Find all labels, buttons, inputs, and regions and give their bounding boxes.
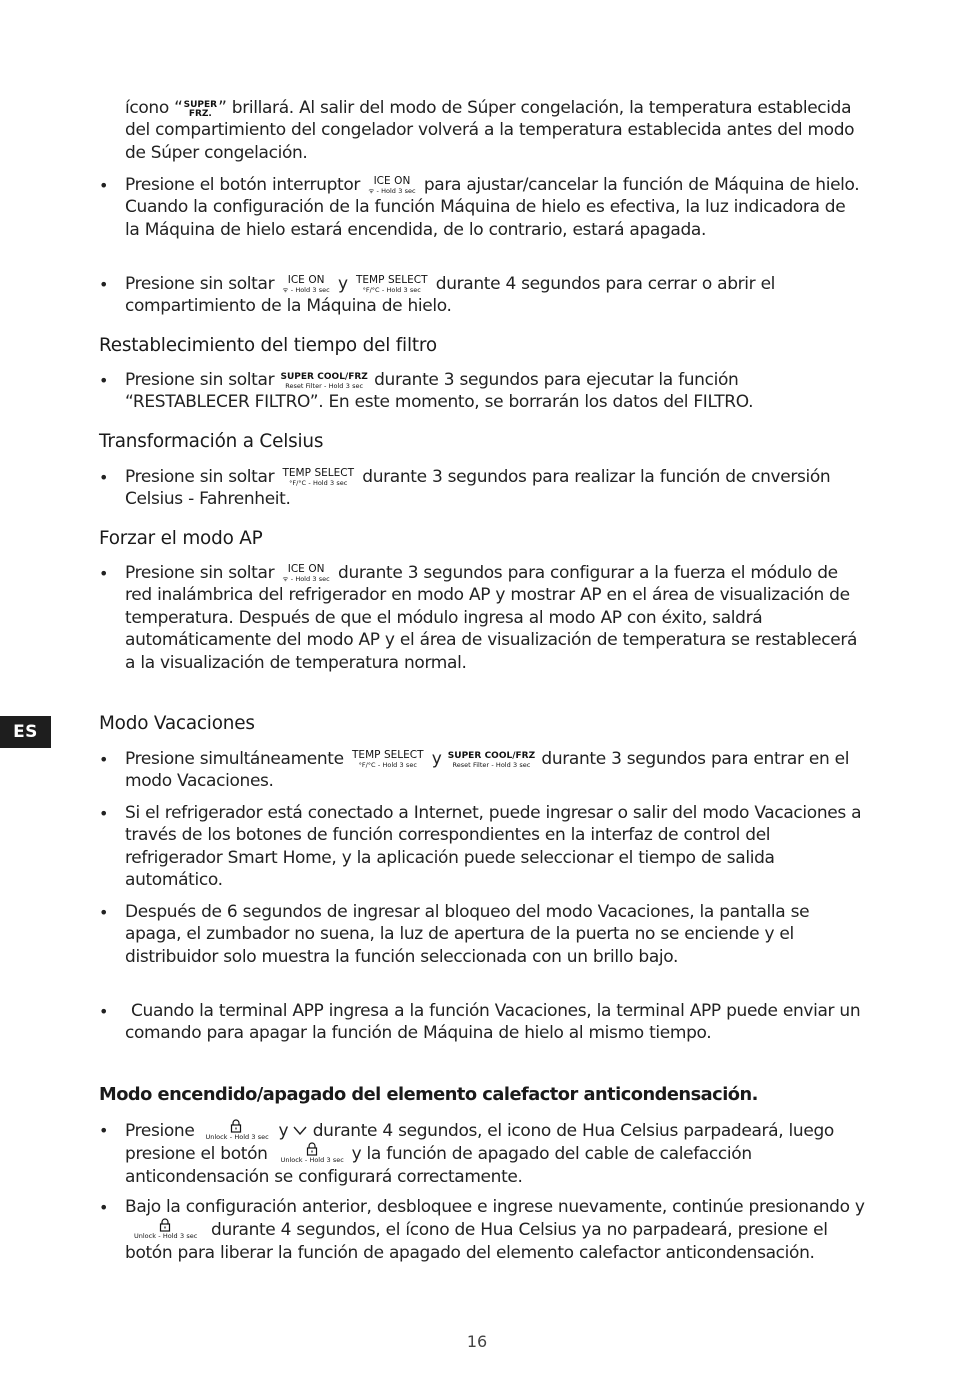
ice-on-button-icon: ICE ON ᯤ - Hold 3 sec	[282, 563, 330, 583]
lock-icon	[159, 1218, 171, 1232]
heading-ap-mode: Forzar el modo AP	[99, 528, 263, 549]
bullet-dot: •	[99, 804, 109, 823]
temp-select-button-icon: TEMP SELECT °F/°C - Hold 3 sec	[282, 467, 354, 487]
bullet-vacation-lock: Después de 6 segundos de ingresar al bloqueo del modo Vacaciones, la pantalla se apaga, el zumbador no suena, la luz de apertura de la puerta no se enciende y el distribuidor solo muestra la función seleccionada con un brillo bajo.	[125, 902, 810, 967]
bullet-heater-off: Bajo la configuración anterior, desbloquee e ingrese nuevamente, continúe presionando y Unlock - Hold 3 sec durante 4 segundos, el ícono de Hua Celsius ya no parpadeará, presione el botón para liberar la función de apagado del elemento calefactor anticondensación.	[125, 1197, 865, 1263]
intro-paragraph	[125, 97, 865, 164]
bullet-heater-on: Presione Unlock - Hold 3 sec y durante 4 segundos, el icono de Hua Celsius parpadeará, luego presione el botón Unlock - Hold 3 sec y la función de apagado del cable de calefacción anticondensación se configurará correctamente.	[125, 1121, 834, 1187]
temp-select-button-icon: TEMP SELECT °F/°C - Hold 3 sec	[352, 749, 424, 769]
page-number: 16	[466, 1332, 488, 1351]
bullet-dot: •	[99, 1198, 109, 1217]
bullet-dot: •	[99, 1121, 109, 1140]
ice-on-button-icon: ICE ON ᯤ - Hold 3 sec	[368, 175, 416, 195]
heading-celsius: Transformación a Celsius	[99, 431, 324, 452]
bullet-dot: •	[99, 176, 109, 195]
unlock-button-icon: Unlock - Hold 3 sec	[205, 1119, 267, 1141]
heading-filter-reset: Restablecimiento del tiempo del filtro	[99, 335, 437, 356]
super-cool-button-icon: SUPER COOL/FRZ Reset Filter - Hold 3 sec	[447, 751, 536, 769]
temp-select-button-icon: TEMP SELECT °F/°C - Hold 3 sec	[356, 274, 428, 294]
ice-on-button-icon: ICE ON ᯤ - Hold 3 sec	[282, 274, 330, 294]
lock-icon	[230, 1119, 242, 1133]
language-tab: ES	[0, 716, 51, 748]
wifi-icon: ᯤ	[282, 575, 289, 583]
super-frz-icon: SUPER FRZ.	[183, 100, 218, 119]
bullet-vacation-internet: Si el refrigerador está conectado a Internet, puede ingresar o salir del modo Vacaciones a través de los botones de función correspondientes en la interfaz de control del refrigerador Smart Home, y la aplicación puede seleccionar el tiempo de salida automático.	[125, 803, 862, 891]
intro-text-b: ” brillará. Al salir del modo de Súper congelación, la temperatura establecida del compartimiento del congelador volverá a la temperatura establecida antes del modo de Súper congelación.	[125, 98, 855, 163]
lock-icon	[306, 1142, 318, 1156]
bullet-ice-switch: Presione el botón interruptor ICE ON ᯤ - Hold 3 sec para ajustar/cancelar la función de Máquina de hielo. Cuando la configuración de la función Máquina de hielo es efectiva, la luz indicadora de la Máquina de hielo estará encendida, de lo contrario, estará apagada.	[125, 175, 860, 240]
bullet-vacation-app: Cuando la terminal APP ingresa a la función Vacaciones, la terminal APP puede enviar un comando para apagar la función de Máquina de hielo al mismo tiempo.	[125, 1001, 861, 1044]
intro-text-a: ícono “	[125, 98, 183, 118]
bullet-ap-mode: Presione sin soltar ICE ON ᯤ - Hold 3 sec durante 3 segundos para configurar a la fuerza el módulo de red inalámbrica del refrigerador en modo AP y mostrar AP en el área de visualización de temperatura. Después de que el módulo ingresa al modo AP con éxito, saldrá automáticamente del modo AP y el área de visualización de temperatura se restablecerá a la visualización de temperatura normal.	[125, 563, 858, 673]
unlock-button-icon: Unlock - Hold 3 sec	[281, 1142, 343, 1164]
heading-vacation: Modo Vacaciones	[99, 713, 255, 734]
bullet-ice-compartment: Presione sin soltar ICE ON ᯤ - Hold 3 sec y TEMP SELECT °F/°C - Hold 3 sec durante 4 segundos para cerrar o abrir el compartimiento de la Máquina de hielo.	[125, 274, 776, 317]
super-cool-button-icon: SUPER COOL/FRZ Reset Filter - Hold 3 sec	[280, 372, 368, 390]
bullet-celsius: Presione sin soltar TEMP SELECT °F/°C - Hold 3 sec durante 3 segundos para realizar la función de cnversión Celsius - Fahrenheit.	[125, 467, 831, 510]
bullet-dot: •	[99, 468, 109, 487]
wifi-icon: ᯤ	[282, 286, 289, 294]
heading-heater: Modo encendido/apagado del elemento calefactor anticondensación.	[99, 1084, 758, 1105]
chevron-down-icon	[293, 1121, 307, 1141]
bullet-dot: •	[99, 564, 109, 583]
bullet-dot: •	[99, 1002, 109, 1021]
bullet-dot: •	[99, 275, 109, 294]
bullet-dot: •	[99, 371, 109, 390]
bullet-dot: •	[99, 903, 109, 922]
bullet-vacation-enter: Presione simultáneamente TEMP SELECT °F/°C - Hold 3 sec y SUPER COOL/FRZ Reset Filter - Hold 3 sec durante 3 segundos para entrar en el modo Vacaciones.	[125, 749, 850, 792]
wifi-icon: ᯤ	[368, 187, 375, 195]
bullet-dot: •	[99, 750, 109, 769]
bullet-filter-reset: Presione sin soltar SUPER COOL/FRZ Reset Filter - Hold 3 sec durante 3 segundos para ejecutar la función “RESTABLECER FILTRO”. En este momento, se borrarán los datos del FILTRO.	[125, 370, 754, 413]
unlock-button-icon: Unlock - Hold 3 sec	[134, 1218, 196, 1240]
